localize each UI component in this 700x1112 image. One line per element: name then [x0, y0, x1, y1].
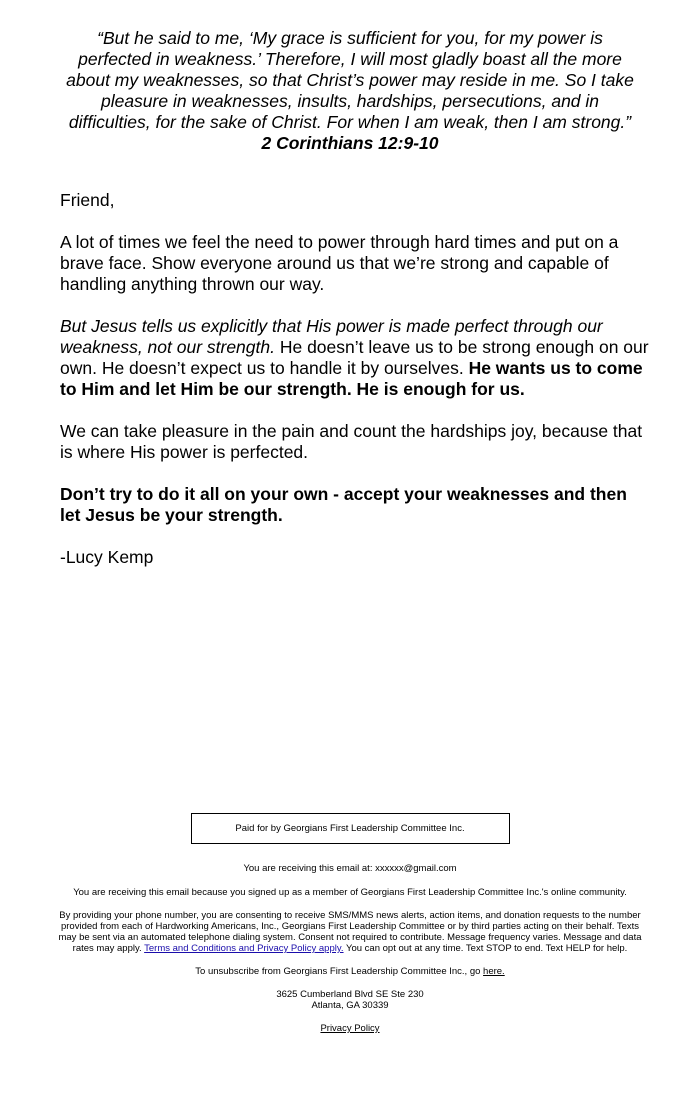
- address-line-1: 3625 Cumberland Blvd SE Ste 230: [276, 989, 424, 1000]
- privacy-policy: [55, 1023, 645, 1034]
- unsubscribe-notice: [55, 966, 645, 977]
- letter-body: [60, 190, 650, 589]
- paragraph-2-italic: But Jesus tells us explicitly that His power is made perfect through our weakness, not our strength.: [60, 316, 603, 357]
- privacy-policy-link[interactable]: Privacy Policy: [320, 1023, 380, 1034]
- sms-consent-suffix: You can opt out at any time. Text STOP to end. Text HELP for help.: [343, 943, 628, 954]
- signature: -Lucy Kemp: [60, 547, 154, 567]
- paragraph-2: [60, 316, 650, 400]
- greeting: Friend,: [60, 190, 115, 210]
- sms-consent: [55, 910, 645, 954]
- paid-for-disclaimer: [191, 813, 510, 844]
- paragraph-4: Don’t try to do it all on your own - accept your weaknesses and then let Jesus be your strength.: [60, 484, 627, 525]
- scripture-quote: [60, 28, 640, 154]
- paragraph-1: A lot of times we feel the need to power through hard times and put on a brave face. Show everyone around us that we’re strong and capable of handling anything thrown our way.: [60, 232, 619, 294]
- quote-text: “But he said to me, ‘My grace is sufficient for you, for my power is perfected in weakness.’ Therefore, I will most gladly boast all the more about my weaknesses, so that Christ’s power may reside in me. So I take pleasure in weaknesses, insults, hardships, persecutions, and in difficulties, for the sake of Christ. For when I am weak, then I am strong.”: [66, 28, 634, 132]
- email-footer: [55, 813, 645, 1034]
- paragraph-3: We can take pleasure in the pain and count the hardships joy, because that is where His power is perfected.: [60, 421, 643, 462]
- signup-reason: You are receiving this email because you signed up as a member of Georgians First Leadership Committee Inc.'s online community.: [73, 887, 627, 898]
- mailing-address: [55, 989, 645, 1011]
- quote-reference: 2 Corinthians 12:9-10: [261, 133, 439, 153]
- paragraph-2-plain: He doesn’t leave us to be strong enough on our own. He doesn’t expect us to handle it by ourselves.: [60, 337, 649, 378]
- unsubscribe-prefix: To unsubscribe from Georgians First Leadership Committee Inc., go: [195, 966, 484, 977]
- address-line-2: Atlanta, GA 30339: [311, 1000, 389, 1011]
- paid-for-text: Paid for by Georgians First Leadership Committee Inc.: [235, 823, 465, 834]
- receiving-prefix: You are receiving this email at:: [243, 863, 376, 874]
- recipient-email: xxxxxx@gmail.com: [375, 863, 457, 874]
- unsubscribe-link[interactable]: here.: [483, 966, 505, 977]
- terms-link[interactable]: Terms and Conditions and Privacy Policy apply.: [144, 943, 344, 954]
- paragraph-2-bold: He wants us to come to Him and let Him be our strength. He is enough for us.: [60, 358, 643, 399]
- sms-consent-text: By providing your phone number, you are consenting to receive SMS/MMS news alerts, action items, and donation requests to the number provided from each of Hardworking Americans, Inc., Georgians First Leadership Committee or by third parties acting on their behalf. Texts may be sent via an automated telephone dialing system. Consent not required to contribute. Message frequency varies. Message and data rates may apply.: [58, 910, 642, 954]
- receiving-email-notice: [55, 863, 645, 874]
